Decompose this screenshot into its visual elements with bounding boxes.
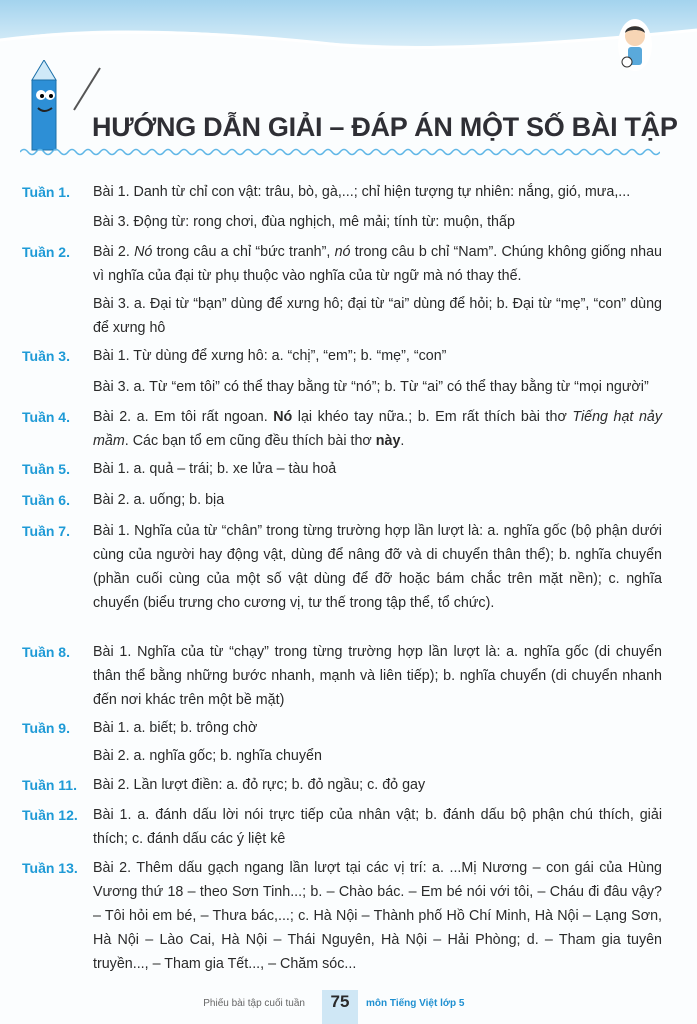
- text-segment: lại khéo tay nữa.; b. Em rất thích bài thơ: [292, 409, 573, 425]
- text-segment: trong câu a chỉ “bức tranh”,: [152, 244, 335, 260]
- text-segment: Bài 1. Nghĩa của từ “chân” trong từng trường hợp lần lượt là: a. nghĩa gốc (bộ phận dưới cùng của người hay động vật, dùng để nâng đỡ và di chuyển thân thể); b. nghĩa chuyển (phần cuối cùng của một số vật dùng để đỡ hoặc bám chắc trên mặt nền); c. nghĩa chuyển (biểu trưng cho cương vị, tư thế trong tập thể, tổ chức).: [93, 523, 662, 611]
- answer-text: [93, 240, 662, 288]
- answer-text: [93, 180, 662, 204]
- text-segment: . Các bạn tổ em cũng đều thích bài thơ: [124, 433, 376, 449]
- answer-text: [93, 744, 662, 768]
- week-label: Tuần 1.: [22, 184, 70, 200]
- text-segment: Bài 3. a. Đại từ “bạn” dùng để xưng hô; đại từ “ai” dùng để hỏi; b. Đại từ “mẹ”, “con” dùng để xưng hô: [93, 296, 662, 336]
- header-banner: [0, 0, 697, 60]
- week-label: Tuần 6.: [22, 492, 70, 508]
- text-segment: trong câu b chỉ “Nam”. Chúng không giống nhau vì nghĩa của đại từ phụ thuộc vào nghĩa của từ ngữ mà nó thay thế.: [93, 244, 663, 284]
- answer-text: [93, 344, 662, 368]
- pencil-mascot-icon: [22, 60, 102, 160]
- week-label: Tuần 4.: [22, 409, 70, 425]
- text-segment: Bài 2. Thêm dấu gạch ngang lần lượt tại các vị trí: a. ...Mị Nương – con gái của Hùng Vương thứ 18 – theo Sơn Tinh...; b. – Chào bác. – Em bé nói với tôi, – Cháu đi đâu vậy? – Tôi hỏi em bé, – Thưa bác,...; c. Hà Nội – Thành phố Hồ Chí Minh, Hà Nội – Lạng Sơn, Hà Nội – Lào Cai, Hà Nội – Thái Nguyên, Hà Nội – Hải Phòng; d. – Tham gia tuyên truyền..., – Tham gia Tết..., – Chăm sóc...: [93, 860, 662, 972]
- text-segment: Bài 1. Danh từ chỉ con vật: trâu, bò, gà,...; chỉ hiện tượng tự nhiên: nắng, gió, mưa,...: [93, 184, 631, 200]
- answer-text: [93, 405, 662, 453]
- week-label: Tuần 13.: [22, 860, 78, 876]
- text-segment: Bài 1. Nghĩa của từ “chạy” trong từng trường hợp lần lượt là: a. nghĩa gốc (di chuyển thân thể bằng những bước nhanh, mạnh và liên tiếp); b. nghĩa chuyển (di chuyển nhanh đến nơi khác trên một bề mặt): [93, 644, 662, 708]
- answer-text: [93, 210, 662, 234]
- wave-divider: [20, 147, 660, 157]
- page-footer: [0, 990, 697, 1024]
- text-segment: Bài 1. a. biết; b. trông chờ: [93, 720, 258, 736]
- answer-text: [93, 716, 662, 740]
- text-segment: Bài 2. a. uống; b. bịa: [93, 492, 225, 508]
- answer-text: [93, 375, 662, 399]
- week-label: Tuần 12.: [22, 807, 78, 823]
- text-segment: Bài 2. a. nghĩa gốc; b. nghĩa chuyển: [93, 748, 322, 764]
- answer-text: [93, 457, 662, 481]
- text-segment: Bài 2.: [93, 244, 135, 260]
- text-segment: Nó: [134, 244, 153, 260]
- text-segment: này: [375, 433, 401, 449]
- answer-text: [93, 640, 662, 712]
- text-segment: Bài 2. Lần lượt điền: a. đỏ rực; b. đỏ ngầu; c. đỏ gay: [93, 777, 426, 793]
- answer-text: [93, 292, 662, 340]
- page-number: 75: [322, 990, 358, 1024]
- text-segment: Bài 3. a. Từ “em tôi” có thể thay bằng từ “nó”; b. Từ “ai” có thể thay bằng từ “mọi người”: [93, 379, 649, 395]
- page-title: HƯỚNG DẪN GIẢI – ĐÁP ÁN MỘT SỐ BÀI TẬP: [92, 112, 678, 142]
- text-segment: Bài 2. a. Em tôi rất ngoan.: [93, 409, 274, 425]
- text-segment: Bài 1. a. quả – trái; b. xe lửa – tàu hoả: [93, 461, 337, 477]
- boy-mascot-icon: [617, 18, 653, 72]
- week-label: Tuần 2.: [22, 244, 70, 260]
- answer-text: [93, 803, 662, 851]
- answer-text: [93, 519, 662, 615]
- week-label: Tuần 7.: [22, 523, 70, 539]
- answer-text: [93, 488, 662, 512]
- week-label: Tuần 8.: [22, 644, 70, 660]
- text-segment: Tiếng hạt nảy mầm: [93, 409, 662, 449]
- text-segment: Bài 1. Từ dùng để xưng hô: a. “chị”, “em”; b. “mẹ”, “con”: [93, 348, 447, 364]
- week-label: Tuần 11.: [22, 777, 77, 793]
- text-segment: Bài 3. Động từ: rong chơi, đùa nghịch, mê mải; tính từ: muộn, thấp: [93, 214, 515, 230]
- text-segment: .: [400, 433, 405, 449]
- week-label: Tuần 3.: [22, 348, 70, 364]
- week-label: Tuần 9.: [22, 720, 70, 736]
- footer-subject: môn Tiếng Việt lớp 5: [366, 998, 465, 1009]
- text-segment: nó: [334, 244, 351, 260]
- week-label: Tuần 5.: [22, 461, 70, 477]
- answer-text: [93, 773, 662, 797]
- answer-text: [93, 856, 662, 976]
- text-segment: Nó: [273, 409, 293, 425]
- text-segment: Bài 1. a. đánh dấu lời nói trực tiếp của nhân vật; b. đánh dấu bộ phận chú thích, giải thích; c. đánh dấu các ý liệt kê: [93, 807, 662, 847]
- footer-book-title: Phiếu bài tập cuối tuần: [203, 998, 305, 1009]
